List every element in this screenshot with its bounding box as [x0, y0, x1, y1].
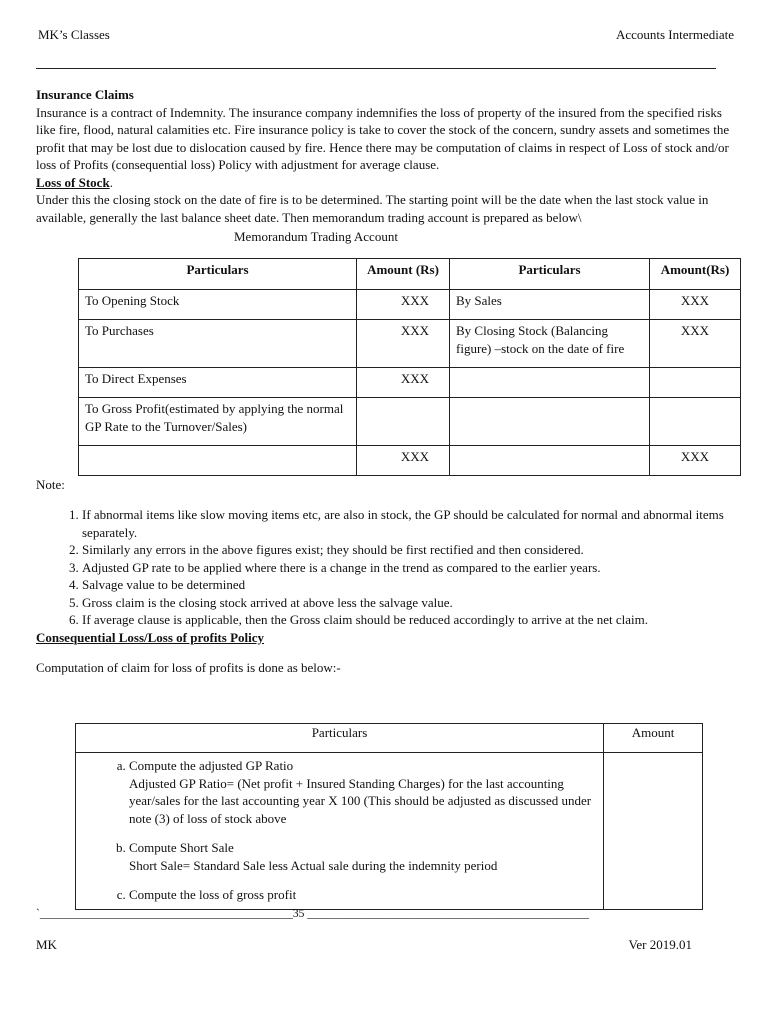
footer-version: Ver 2019.01 [628, 937, 692, 952]
col-amount: Amount [604, 724, 703, 753]
table-cell: To Purchases [79, 320, 357, 368]
loss-of-stock-body: Under this the closing stock on the date of fire is to be determined. The starting point will be the date when the last stock value in available, generally the last balance sheet date. Then memorandum trading account is prepared as below\ [36, 192, 709, 225]
table-cell [450, 446, 650, 476]
table-cell [650, 398, 741, 446]
note-item: 4. Salvage value to be determined [82, 576, 768, 594]
claim-step-detail: Short Sale= Standard Sale less Actual sale during the indemnity period [129, 857, 498, 873]
table-row [79, 368, 741, 398]
table-cell: XXX [650, 446, 741, 476]
footer-page-line: `____________________________________________35 _________________________________________________ [36, 908, 589, 920]
col-amount-right: Amount(Rs) [650, 259, 741, 290]
memorandum-trading-table [78, 258, 741, 476]
table-cell [79, 446, 357, 476]
table-cell: To Gross Profit(estimated by applying the normal GP Rate to the Turnover/Sales) [79, 398, 357, 446]
table-cell [76, 753, 604, 910]
table-row [79, 398, 741, 446]
claim-step [129, 839, 602, 874]
table-cell: XXX [357, 446, 450, 476]
col-particulars-right: Particulars [450, 259, 650, 290]
table-row [79, 290, 741, 320]
table-cell [357, 398, 450, 446]
footer-left: MK [36, 937, 57, 952]
note-item: 2. Similarly any errors in the above figures exist; they should be first rectified and then considered. [82, 541, 768, 559]
col-amount-left: Amount (Rs) [357, 259, 450, 290]
table-cell: XXX [650, 320, 741, 368]
table-cell: By Closing Stock (Balancing figure) –stock on the date of fire [450, 320, 650, 368]
notes-label: Note: [36, 477, 65, 492]
claim-computation-table [75, 723, 703, 910]
header-divider [36, 68, 716, 69]
header-left: MK’s Classes [38, 27, 110, 42]
col-particulars-left: Particulars [79, 259, 357, 290]
table-cell: By Sales [450, 290, 650, 320]
consequential-intro: Computation of claim for loss of profits is done as below:- [36, 660, 341, 675]
note-item: 3. Adjusted GP rate to be applied where there is a change in the trend as compared to the earlier years. [82, 559, 768, 577]
table-cell [450, 368, 650, 398]
loss-of-stock-heading: Loss of Stock [36, 174, 110, 190]
insurance-heading: Insurance Claims [36, 87, 134, 102]
loss-of-stock-heading-suffix: . [109, 174, 113, 190]
table-row [79, 320, 741, 368]
table-cell: To Opening Stock [79, 290, 357, 320]
insurance-section [36, 86, 736, 226]
insurance-body: Insurance is a contract of Indemnity. The insurance company indemnifies the loss of property of the insured from the specified risks like fire, flood, natural calamities etc. Fire insurance policy is take to cover the stock of the concern, sundry assets and sometimes the profit that may be lost due to dislocation caused by fire. Hence there may be computation of claims in respect of Loss of stock and/or loss of Profits (consequential loss) Policy with adjustment for average clause. [36, 104, 730, 172]
claim-step [129, 757, 602, 827]
claim-step-title: c. Compute the loss of gross profit [129, 887, 297, 902]
table-cell [450, 398, 650, 446]
claim-step [129, 886, 602, 904]
note-item: 1. If abnormal items like slow moving items etc, are also in stock, the GP should be calculated for normal and abnormal items separately. [82, 506, 768, 541]
table-cell: XXX [357, 368, 450, 398]
claim-steps-list [77, 757, 602, 904]
table-total-row [79, 446, 741, 476]
loss-of-stock-heading-line [36, 174, 736, 192]
table-row [76, 753, 703, 910]
table-cell: To Direct Expenses [79, 368, 357, 398]
note-item: 5. Gross claim is the closing stock arrived at above less the salvage value. [82, 594, 768, 612]
consequential-heading: Consequential Loss/Loss of profits Policy [36, 630, 265, 645]
table-header-row [76, 724, 703, 753]
table-cell [650, 368, 741, 398]
table-header-row [79, 259, 741, 290]
header-right: Accounts Intermediate [615, 27, 734, 42]
notes-list [36, 506, 768, 629]
note-item: 6. If average clause is applicable, then the Gross claim should be reduced accordingly to arrive at the net claim. [82, 611, 768, 629]
table-cell: XXX [357, 320, 450, 368]
trading-account-title: Memorandum Trading Account [234, 229, 398, 244]
claim-step-title: b. Compute Short Sale [129, 840, 234, 855]
table-cell: XXX [357, 290, 450, 320]
claim-step-detail: Adjusted GP Ratio= (Net profit + Insured Standing Charges) for the last accounting year/sales for the last accounting year X 100 (This should be adjusted as discussed under note (3) of loss of stock above [129, 775, 592, 826]
col-particulars: Particulars [76, 724, 604, 753]
table-cell: XXX [650, 290, 741, 320]
table-cell [604, 753, 703, 910]
claim-step-title: a. Compute the adjusted GP Ratio [129, 758, 294, 773]
